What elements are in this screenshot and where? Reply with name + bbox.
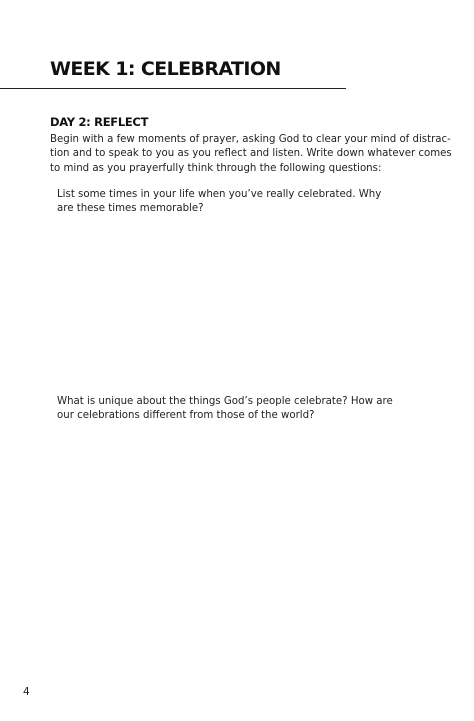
reflection-question-1 [57,188,417,217]
intro-paragraph [50,133,452,176]
question-line: our celebrations different from those of the world? [57,410,315,422]
intro-line: to mind as you prayerfully think through the following questions: [50,162,382,174]
reflection-question-2 [57,395,417,424]
intro-line: tion and to speak to you as you reflect and listen. Write down whatever comes [50,148,452,160]
question-line: List some times in your life when you’ve really celebrated. Why [57,189,382,200]
page-number: 4 [23,686,30,698]
question-line: What is unique about the things God’s people celebrate? How are [57,396,393,407]
day-heading: DAY 2: REFLECT [50,115,149,129]
question-line: are these times memorable? [57,203,204,215]
title-underline-rule [0,88,346,89]
intro-line: Begin with a few moments of prayer, asking God to clear your mind of distrac- [50,134,451,145]
week-title: WEEK 1: CELEBRATION [50,58,281,80]
